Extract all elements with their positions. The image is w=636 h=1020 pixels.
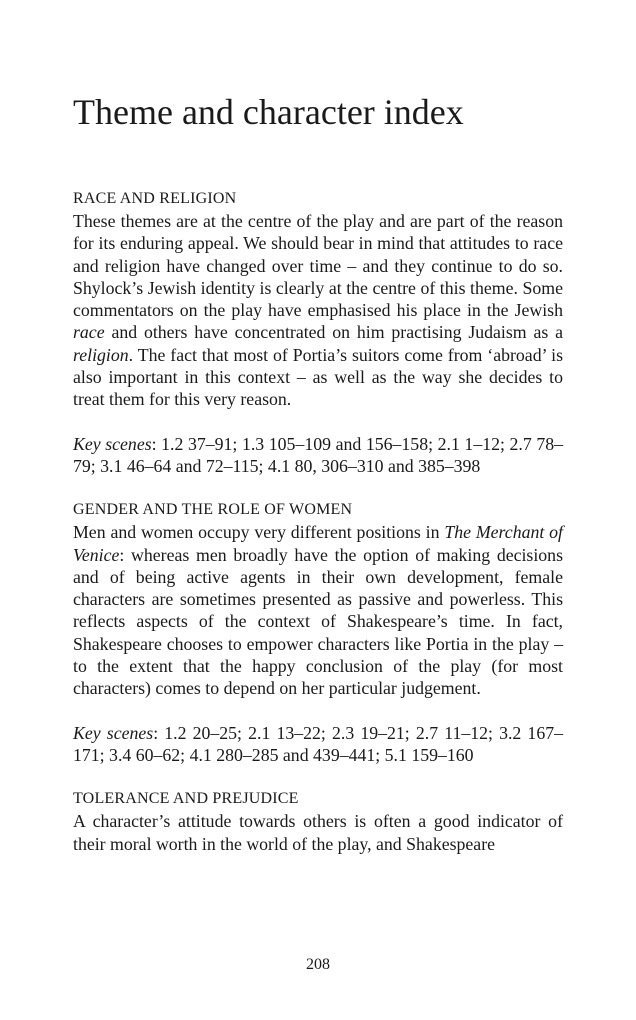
key-scenes-label: Key scenes (73, 433, 152, 454)
page-number: 208 (306, 956, 330, 973)
section-tolerance-and-prejudice (73, 788, 563, 855)
section-heading: RACE AND RELIGION (73, 190, 237, 207)
body-italic-run: The Merchant of Venice (73, 522, 563, 565)
index-sections (73, 188, 563, 855)
key-scenes-label: Key scenes (73, 722, 154, 743)
body-text-run: . The fact that most of Portia’s suitors come from ‘abroad’ is also important in this context – as well as the way she decides to treat them for this very reason. (73, 344, 563, 410)
body-text-run: These themes are at the centre of the play and are part of the reason for its enduring appeal. We should bear in mind that attitudes to race and religion have changed over time – and they continue to do so. Shylock’s Jewish identity is clearly at the centre of this theme. Some commentators on the play have emphasised his place in the Jewish (73, 211, 563, 321)
key-scenes-references: : 1.2 20–25; 2.1 13–22; 2.3 19–21; 2.7 11–12; 3.2 167–171; 3.4 60–62; 4.1 280–285 and 439–441; 5.1 159–160 (73, 722, 563, 765)
body-text-run: and others have concentrated on him practising Judaism as a (104, 322, 563, 343)
section-body (73, 210, 563, 411)
page-title: Theme and character index (73, 92, 464, 132)
section-race-and-religion (73, 188, 563, 477)
body-italic-run: religion (73, 344, 129, 365)
body-text-run: : whereas men broadly have the option of making decisions and of being active agents in their own development, female characters are sometimes presented as passive and powerless. This reflects aspects of the context of Shakespeare’s time. In fact, Shakespeare chooses to empower characters like Portia in the play – to the extent that the happy conclusion of the play (for most characters) comes to depend on her particular judgement. (73, 544, 563, 699)
key-scenes-references: : 1.2 37–91; 1.3 105–109 and 156–158; 2.1 1–12; 2.7 78–79; 3.1 46–64 and 72–115; 4.1 80, 306–310 and 385–398 (73, 433, 563, 476)
key-scenes (73, 722, 563, 767)
key-scenes (73, 433, 563, 478)
section-body (73, 521, 563, 699)
body-text-run: Men and women occupy very different positions in (73, 522, 445, 543)
body-text-run: A character’s attitude towards others is often a good indicator of their moral worth in the world of the play, and Shakespeare (73, 811, 563, 854)
section-heading: TOLERANCE AND PREJUDICE (73, 790, 299, 808)
section-heading: GENDER AND THE ROLE OF WOMEN (73, 501, 353, 519)
book-page (73, 0, 563, 1020)
section-gender-and-role-of-women (73, 499, 563, 766)
body-italic-run: race (73, 322, 105, 343)
section-body (73, 810, 563, 855)
